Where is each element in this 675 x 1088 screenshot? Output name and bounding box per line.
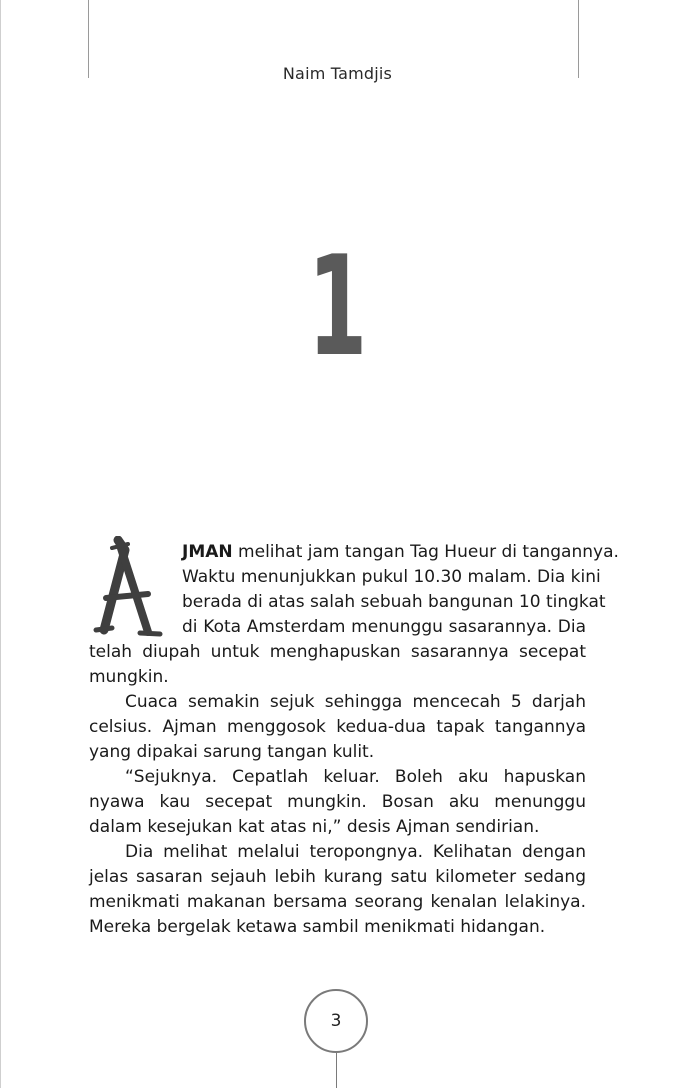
opening-line-3: berada di atas salah sebuah bangunan 10 tingkat [182, 592, 606, 612]
body-text [89, 690, 586, 940]
footer-rule [336, 1053, 337, 1088]
opening-line-1: JMAN melihat jam tangan Tag Hueur di tangannya. [182, 542, 619, 562]
opening-paragraph [89, 540, 619, 690]
page-edge [0, 0, 1, 1088]
opening-line-2: Waktu menunjukkan pukul 10.30 malam. Dia kini [182, 567, 601, 587]
opening-line-5: telah diupah untuk menghapuskan sasarannya secepat [89, 642, 586, 662]
paragraph-1: Cuaca semakin sejuk sehingga mencecah 5 darjah celsius. Ajman menggosok kedua-dua tapak tangannya yang dipakai sarung tangan kulit. [89, 692, 586, 762]
chapter-number: 1 [307, 226, 368, 387]
opening-line-4: di Kota Amsterdam menunggu sasarannya. Dia [182, 617, 586, 637]
opening-line-6: mungkin. [89, 667, 169, 687]
running-head-author: Naim Tamdjis [282, 64, 393, 83]
page-number: 3 [304, 989, 368, 1053]
paragraph-3: Dia melihat melalui teropongnya. Kelihatan dengan jelas sasaran sejauh lebih kurang satu kilometer sedang menikmati makanan bersama seorang kenalan lelakinya. Mereka bergelak ketawa sambil menikmati hidangan. [89, 842, 586, 937]
paragraph-2: “Sejuknya. Cepatlah keluar. Boleh aku hapuskan nyawa kau secepat mungkin. Bosan aku menunggu dalam kesejukan kat atas ni,” desis Ajman sendirian. [89, 767, 586, 837]
